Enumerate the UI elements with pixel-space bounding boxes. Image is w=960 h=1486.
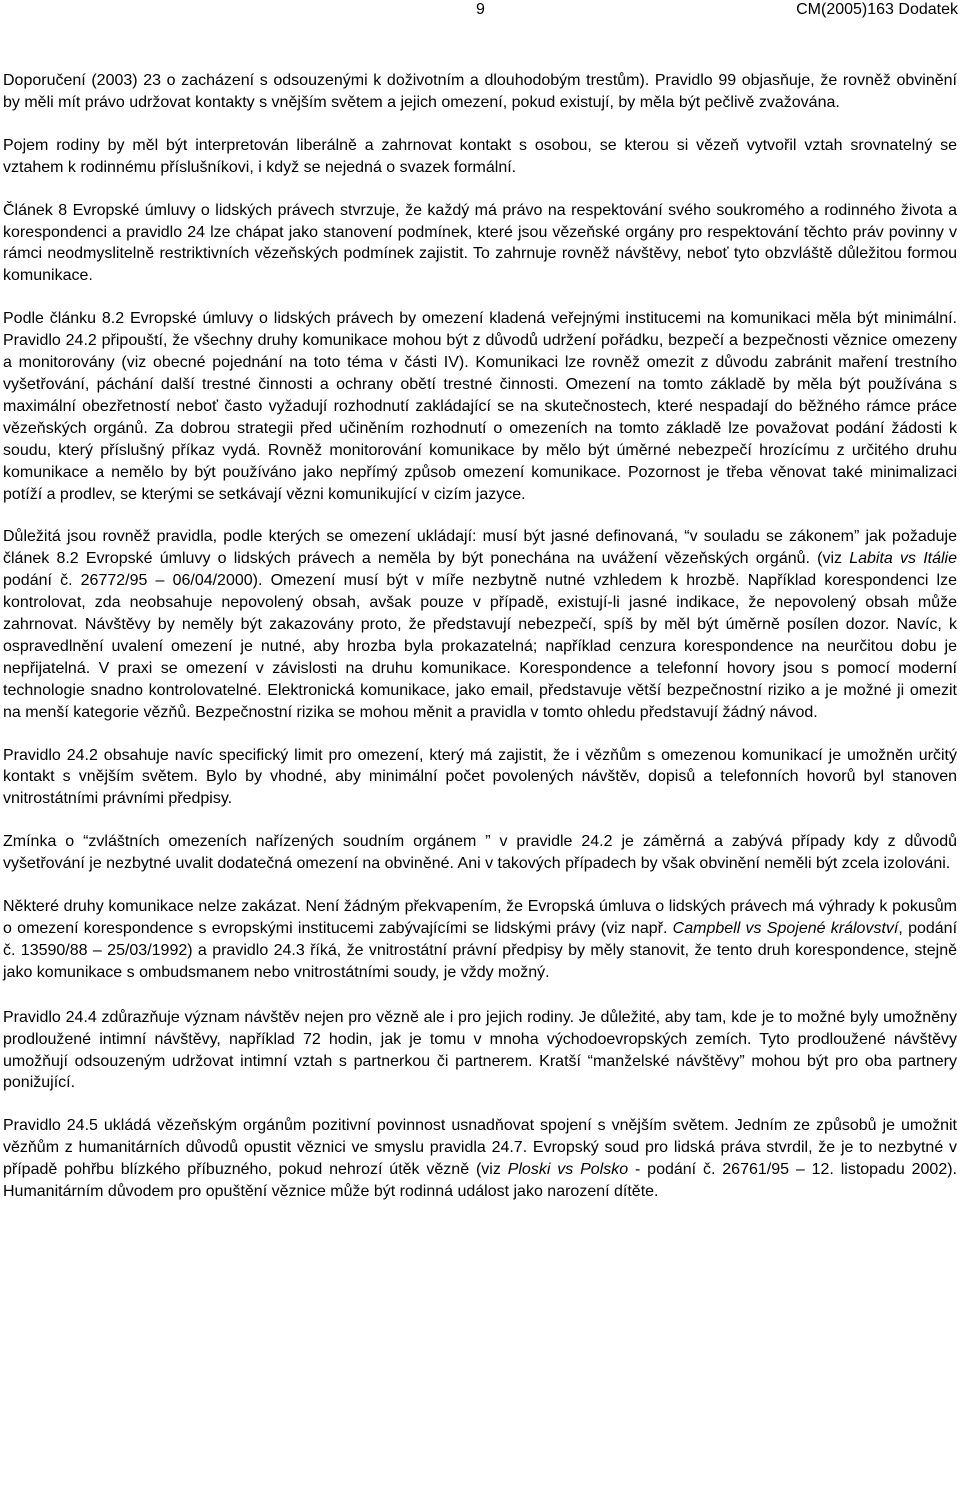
case-citation: Ploski vs Polsko (507, 1161, 629, 1179)
paragraph (3, 1115, 957, 1203)
paragraph-text: , podání č. 13590/88 – 25/03/1992) a pravidlo 24.3 říká, že vnitrostátní právní předpisy by měly stanovit, že tento druh korespondence, stejně jako komunikace s ombudsmanem nebo vnitrostátními soudy, je vždy možný. (3, 920, 958, 981)
document-reference: CM(2005)163 Dodatek (796, 1, 958, 18)
paragraph-text: Pravidlo 24.4 zdůrazňuje význam návštěv nejen pro vězně ale i pro jejich rodiny. Je důležité, aby tam, kde je to možné byly umožněny prodloužené intimní návštěvy, například 72 hodin, jak je tomu v mnoha východoevropských zemích. Tyto prodloužené návštěvy umožňují odsouzeným udržovat intimní vztah s partnerkou či partnerem. Kratší “manželské návštěvy” mohou být pro oba partnery ponižující. (3, 1008, 957, 1092)
paragraph-text: Důležitá jsou rovněž pravidla, podle kterých se omezení ukládají: musí být jasné definovaná, “v souladu se zákonem” jak požaduje článek 8.2 Evropské úmluvy o lidských právech a neměla by být ponechána na uvážení vězeňských orgánů. (viz (3, 528, 957, 568)
paragraph-text: Některé druhy komunikace nelze zakázat. Není žádným překvapením, že Evropská úmluva o lidských právech má výhrady k pokusům o omezení korespondence s evropskými institucemi zabývajícími se lidskými právy (viz např. (3, 898, 957, 937)
paragraph (3, 200, 957, 288)
paragraph (3, 135, 957, 179)
paragraph (3, 831, 957, 875)
paragraph (3, 526, 957, 723)
paragraph-text: - podání č. 26761/95 – 12. listopadu 2002). Humanitárním důvodem pro opuštění věznice může být rodinná událost jako narození dítěte. (3, 1161, 957, 1201)
paragraph-text: Článek 8 Evropské úmluvy o lidských právech stvrzuje, že každý má právo na respektování svého soukromého a rodinného života a korespondenci a pravidlo 24 lze chápat jako stanovení podmínek, které jsou vězeňské orgány pro respektování těchto práv povinny v rámci neodmyslitelně restriktivních vězeňských podmínek zajistit. To zahrnuje rovněž návštěvy, neboť tyto obzvláště důležitou formou komunikace. (3, 201, 957, 285)
paragraph-text: Podle článku 8.2 Evropské úmluvy o lidských právech by omezení kladená veřejnými institucemi na komunikaci měla být minimální. Pravidlo 24.2 připouští, že všechny druhy komunikace mohou být z důvodů udržení pořádku, bezpečí a bezpečnosti věznice omezeny a monitorovány (viz obecné pojednání na toto téma v části IV). Komunikaci lze rovněž omezit z důvodu zabránit maření trestního vyšetřování, páchání další trestné činnosti a ochrany obětí trestné činnosti. Omezení na tomto základě by měla být používána s maximální obezřetností neboť často vyžadují rozhodnutí zakládající se na skutečnostech, které nespadají do běžného rámce práce vězeňských orgánů. Za dobrou strategii před učiněním rozhodnutí o omezeních na tomto základě lze považovat podání žádosti k soudu, který příslušný příkaz vydá. Rovněž monitorování komunikace by mělo být úměrné nebezpečí hrozícímu z určitého druhu komunikace a nemělo by být používáno jako nepřímý způsob omezení komunikace. Pozornost je třeba věnovat také minimalizaci potíží a prodlev, se kterými se setkávají vězni komunikující v cizím jazyce. (3, 310, 957, 503)
case-citation: Campbell vs Spojené království (672, 920, 899, 937)
paragraph (3, 745, 957, 811)
page-header (0, 0, 960, 22)
page-number: 9 (476, 1, 485, 18)
paragraph-text: Zmínka o “zvláštních omezeních nařízených soudním orgánem ” v pravidle 24.2 je záměrná a zabývá případy kdy z důvodů vyšetřování je nezbytné uvalit dodatečná omezení na obviněné. Ani v takových případech by však obvinění neměli být zcela izolováni. (3, 833, 957, 873)
paragraph-text: Pravidlo 24.2 obsahuje navíc specifický limit pro omezení, který má zajistit, že i vězňům s omezenou komunikací je umožněn určitý kontakt s vnějším světem. Bylo by vhodné, aby minimální počet povolených návštěv, dopisů a telefonních hovorů byl stanoven vnitrostátními právními předpisy. (3, 746, 957, 808)
paragraph (3, 308, 957, 505)
document-body (3, 70, 957, 1224)
paragraph (3, 896, 957, 984)
paragraph-text: Doporučení (2003) 23 o zacházení s odsouzenými k doživotním a dlouhodobým trestům). Pravidlo 99 objasňuje, že rovněž obvinění by měli mít právo udržovat kontakty s vnějším světem a jejich omezení, pokud existují, by měla být pečlivě zvažována. (3, 72, 957, 111)
paragraph (3, 1007, 957, 1095)
case-citation: Labita vs Itálie (849, 550, 958, 568)
paragraph (3, 70, 957, 114)
paragraph-text: podání č. 26772/95 – 06/04/2000). Omezení musí být v míře nezbytně nutné vzhledem k hrozbě. Například korespondenci lze kontrolovat, zda neobsahuje nepovolený obsah, avšak pouze v případě, existují-li jasné indikace, že nepovolený obsah může zahrnovat. Návštěvy by neměly být zakazovány proto, že představují nebezpečí, spíš by měl být úměrně posílen dozor. Navíc, k ospravedlnění uvalení omezení je nutné, aby hrozba byla prokazatelná; například cenzura korespondence na neurčitou dobu je nepřijatelná. V praxi se omezení v závislosti na druhu komunikace. Korespondence a telefonní hovory jsou s pomocí moderní technologie snadno kontrolovatelné. Elektronická komunikace, jako email, představuje větší bezpečnostní riziko a je možné ji omezit na menší kategorie vězňů. Bezpečnostní rizika se mohou měnit a pravidla v tomto ohledu představují žádný návod. (3, 572, 957, 721)
paragraph-text: Pravidlo 24.5 ukládá vězeňským orgánům pozitivní povinnost usnadňovat spojení s vnějším světem. Jedním ze způsobů je umožnit vězňům z humanitárních důvodů opustit věznici ve smyslu pravidla 24.7. Evropský soud pro lidská práva stvrdil, že je to nezbytné v případě pohřbu blízkého příbuzného, pokud nehrozí útěk vězně (viz (3, 1117, 957, 1179)
paragraph-text: Pojem rodiny by měl být interpretován liberálně a zahrnovat kontakt s osobou, se kterou si vězeň vytvořil vztah srovnatelný se vztahem k rodinnému příslušníkovi, i když se nejedná o svazek formální. (3, 136, 957, 176)
